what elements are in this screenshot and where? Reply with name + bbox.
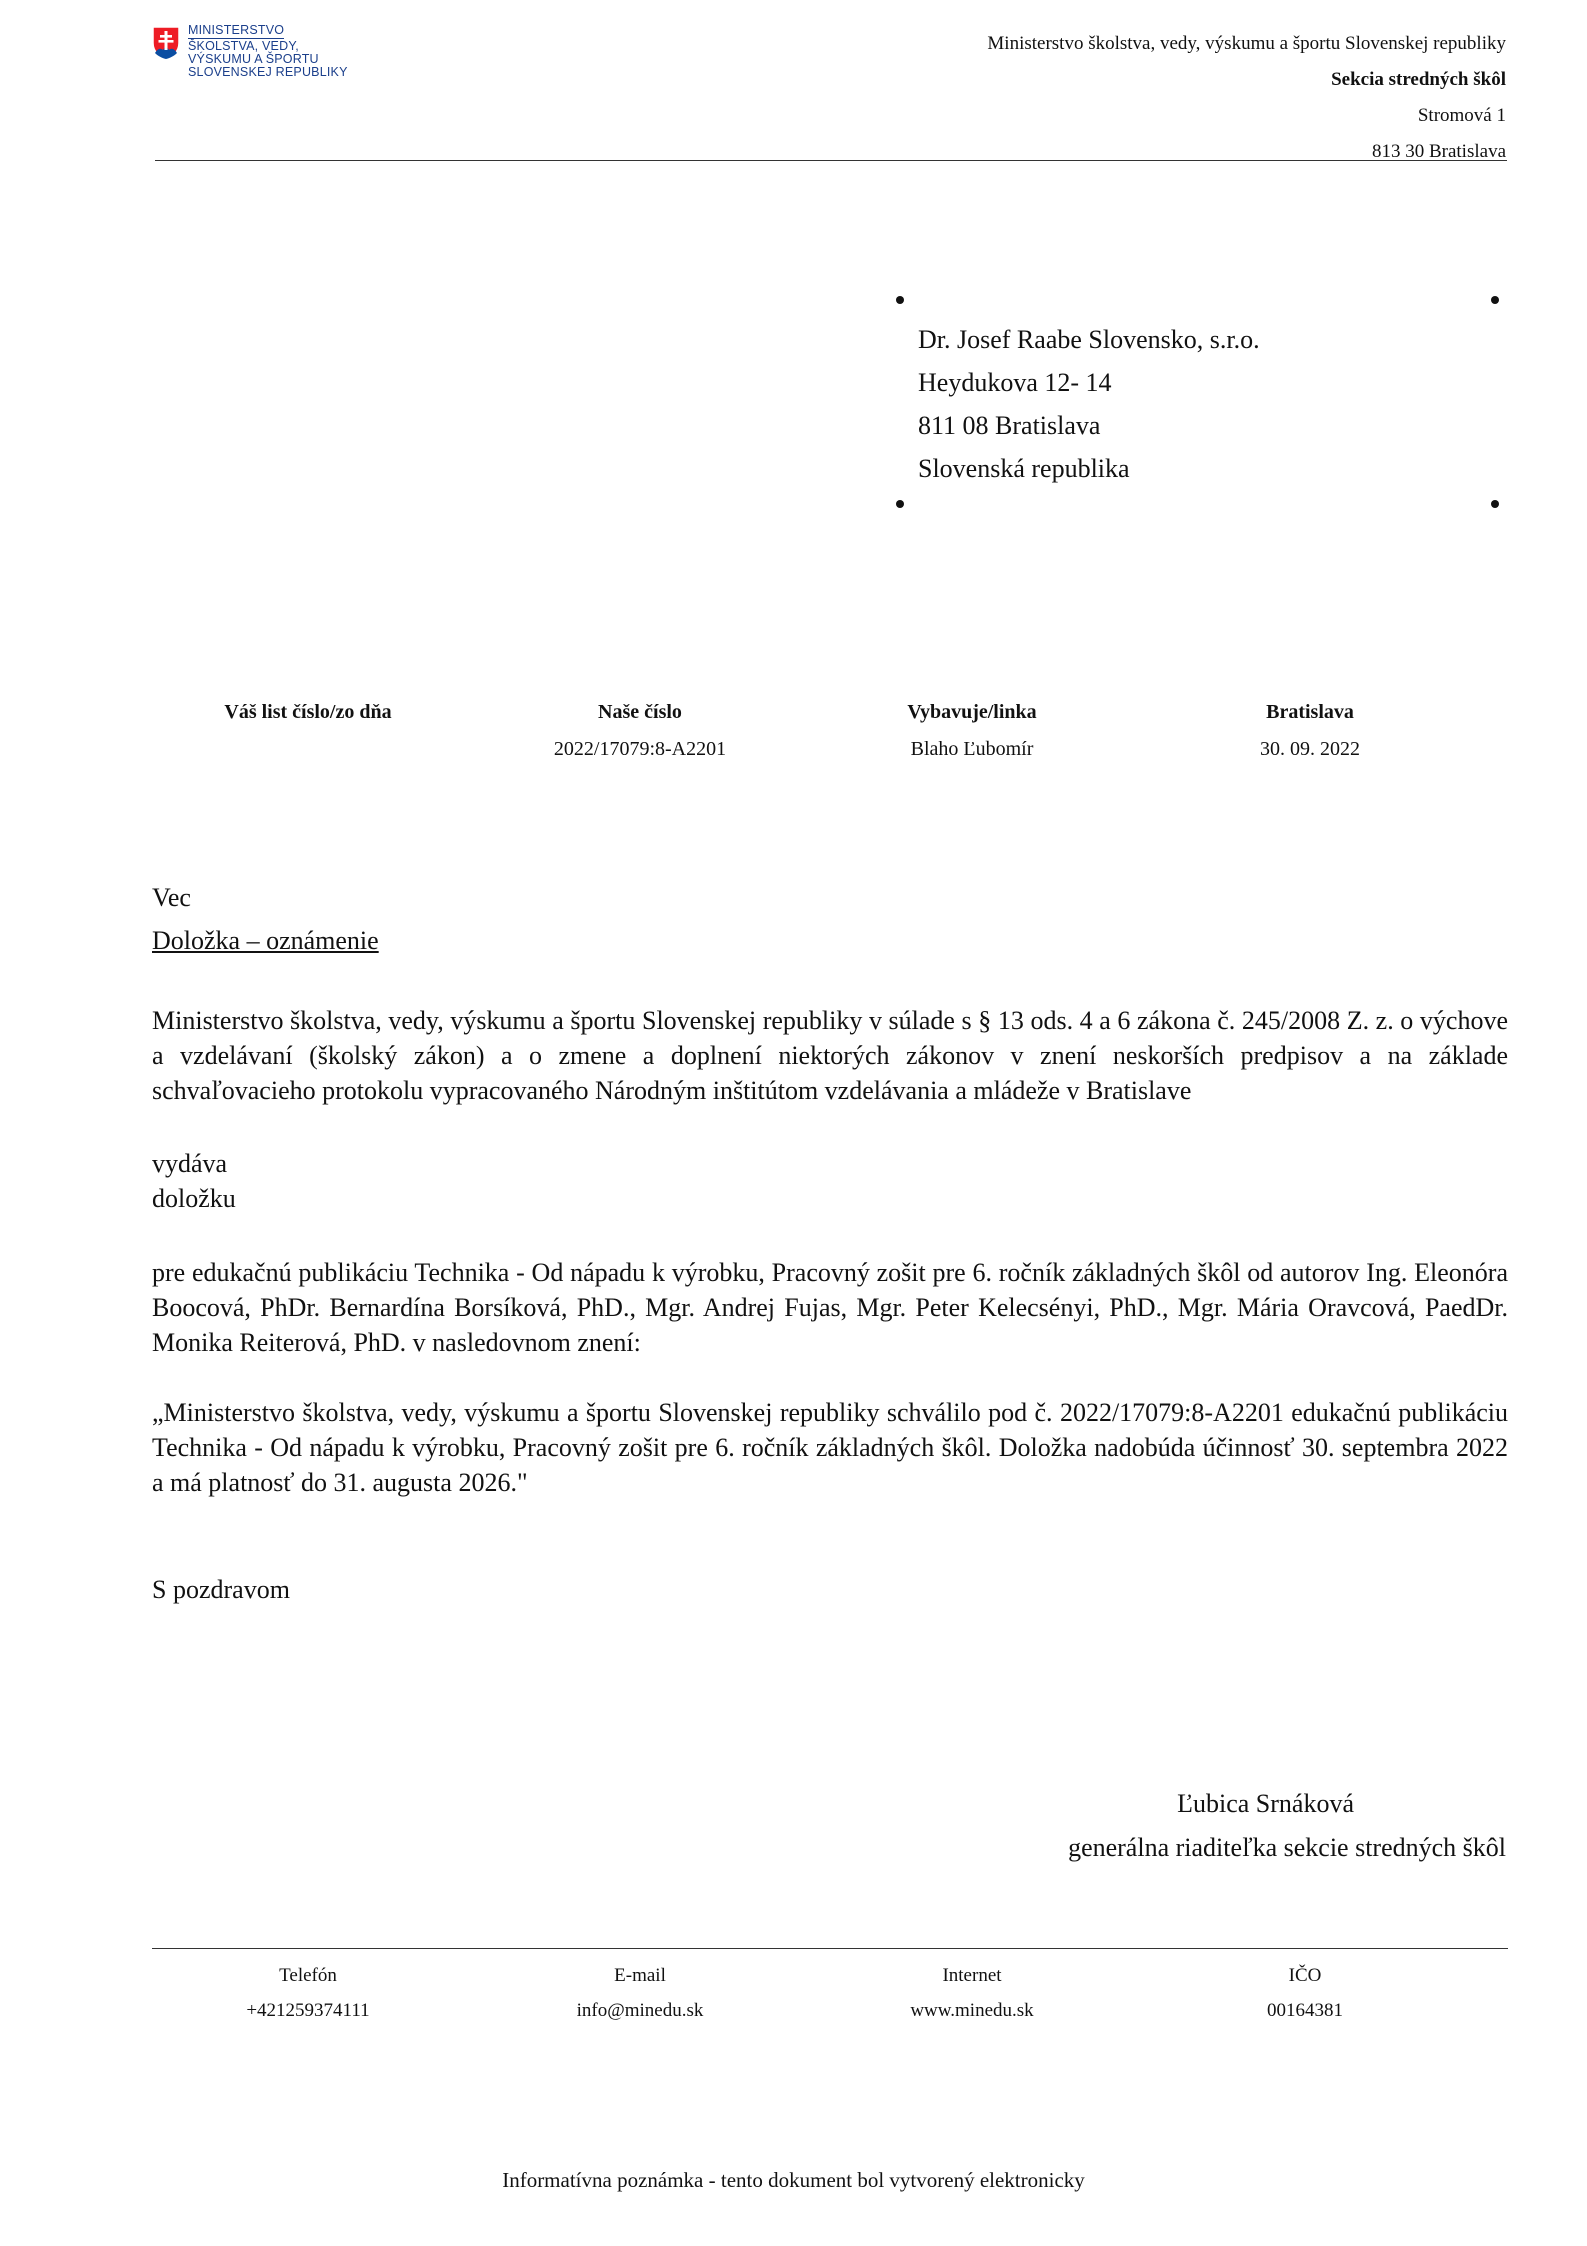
ref-our-number-value: 2022/17079:8-A2201 bbox=[553, 738, 727, 760]
ref-our-number bbox=[500, 694, 780, 768]
logo-line-4: SLOVENSKEJ REPUBLIKY bbox=[188, 65, 348, 79]
sender-city: 813 30 Bratislava bbox=[1371, 141, 1506, 162]
footer-ico bbox=[1165, 1958, 1445, 2028]
ref-your-letter-label: Váš list číslo/zo dňa bbox=[224, 701, 392, 723]
logo-line-2: ŠKOLSTVA, VEDY, bbox=[188, 39, 299, 53]
ref-handled-by-label: Vybavuje/linka bbox=[907, 701, 1037, 723]
footer-ico-label: IČO bbox=[1288, 1965, 1322, 1986]
footer-email bbox=[500, 1958, 780, 2028]
footer-internet-label: Internet bbox=[942, 1965, 1002, 1986]
recipient-country: Slovenská republika bbox=[918, 454, 1130, 483]
footer-phone-label: Telefón bbox=[279, 1965, 337, 1986]
signatory-role: generálna riaditeľka sekcie stredných škôl bbox=[1068, 1833, 1506, 1862]
recipient-street: Heydukova 12- 14 bbox=[918, 368, 1112, 397]
ref-place-date bbox=[1170, 694, 1450, 768]
logo-line-3: VÝSKUMU A ŠPORTU bbox=[188, 52, 319, 66]
address-corner-mark bbox=[896, 500, 904, 508]
address-corner-mark bbox=[896, 296, 904, 304]
footer-email-label: E-mail bbox=[614, 1965, 666, 1986]
header-divider bbox=[155, 160, 1507, 161]
sender-address bbox=[987, 26, 1506, 170]
footer-phone-value: +421259374111 bbox=[246, 2000, 370, 2021]
signatory-name: Ľubica Srnáková bbox=[1177, 1789, 1354, 1818]
subject-label: Vec bbox=[152, 883, 191, 912]
greeting: S pozdravom bbox=[152, 1575, 290, 1604]
sender-org: Ministerstvo školstva, vedy, výskumu a športu Slovenskej republiky bbox=[987, 33, 1506, 54]
footer-email-value[interactable]: info@minedu.sk bbox=[576, 2000, 704, 2021]
paragraph-clause-text: „Ministerstvo školstva, vedy, výskumu a športu Slovenskej republiky schválilo pod č. 2022/17079:8-A2201 edukačnú publikáciu Technika - Od nápadu k výrobku, Pracovný zošit pre 6. ročník základných škôl. Doložka nadobúda účinnosť 30. septembra 2022 a má platnosť do 31. augusta 2026." bbox=[152, 1398, 1508, 1497]
address-corner-mark bbox=[1491, 500, 1499, 508]
ref-handled-by-value: Blaho Ľubomír bbox=[910, 738, 1034, 760]
issues-line-2: doložku bbox=[152, 1184, 236, 1213]
recipient-name: Dr. Josef Raabe Slovensko, s.r.o. bbox=[918, 325, 1260, 354]
issues-block bbox=[152, 1146, 1508, 1216]
paragraph-publication: pre edukačnú publikáciu Technika - Od nápadu k výrobku, Pracovný zošit pre 6. ročník základných škôl od autorov Ing. Eleonóra Boocová, PhDr. Bernardína Borsíková, PhD., Mgr. Andrej Fujas, Mgr. Peter Kelecsényi, PhD., Mgr. Mária Oravcová, PaedDr. Monika Reiterová, PhD. v nasledovnom znení: bbox=[152, 1258, 1508, 1357]
sender-section: Sekcia stredných škôl bbox=[1331, 69, 1506, 90]
footer-internet-value[interactable]: www.minedu.sk bbox=[910, 2000, 1034, 2021]
issues-line-1: vydáva bbox=[152, 1149, 228, 1178]
subject-text: Doložka – oznámenie bbox=[152, 926, 379, 955]
signature-block bbox=[1068, 1782, 1506, 1870]
slovak-coat-of-arms-icon bbox=[152, 26, 180, 60]
logo-line-1: MINISTERSTVO bbox=[188, 23, 285, 37]
footer-ico-value: 00164381 bbox=[1267, 2000, 1343, 2021]
ref-date-value: 30. 09. 2022 bbox=[1260, 738, 1360, 760]
recipient-address bbox=[918, 318, 1260, 490]
ref-place-label: Bratislava bbox=[1266, 701, 1354, 723]
ref-your-letter bbox=[168, 694, 448, 731]
paragraph-legal-basis: Ministerstvo školstva, vedy, výskumu a športu Slovenskej republiky v súlade s § 13 ods. 4 a 6 zákona č. 245/2008 Z. z. o výchove a vzdelávaní (školský zákon) a o zmene a doplnení niektorých zákonov v znení neskorších predpisov a na základe schvaľovacieho protokolu vypracovaného Národným inštitútom vzdelávania a mládeže v Bratislave bbox=[152, 1006, 1508, 1105]
footer-phone bbox=[168, 1958, 448, 2028]
footer-internet bbox=[832, 1958, 1112, 2028]
recipient-city: 811 08 Bratislava bbox=[918, 411, 1101, 440]
electronic-document-note: Informatívna poznámka - tento dokument bol vytvorený elektronicky bbox=[502, 2168, 1085, 2192]
address-corner-mark bbox=[1491, 296, 1499, 304]
ref-our-number-label: Naše číslo bbox=[598, 701, 682, 723]
ref-handled-by bbox=[832, 694, 1112, 768]
sender-street: Stromová 1 bbox=[1417, 105, 1506, 126]
footer-divider bbox=[152, 1948, 1508, 1949]
ministry-logo bbox=[152, 24, 392, 86]
